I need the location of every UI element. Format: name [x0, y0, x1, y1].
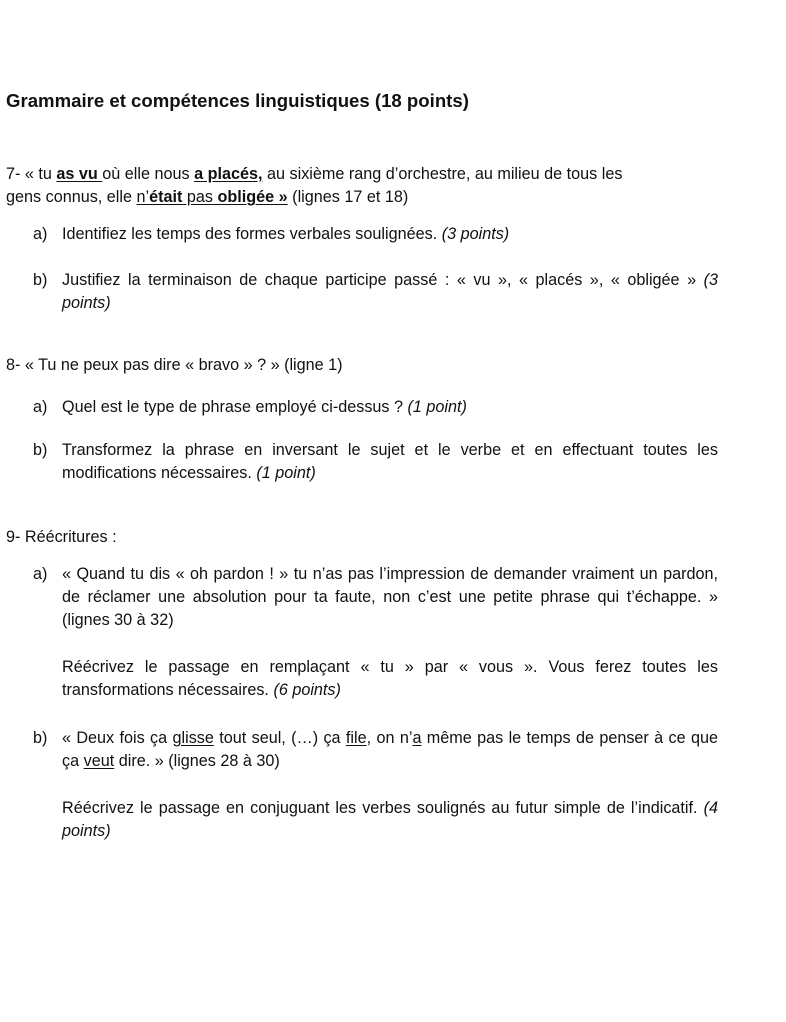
question-8a-text: Quel est le type de phrase employé ci-dessus ? (1 point): [62, 398, 467, 416]
question-7b-text: Justifiez la terminaison de chaque participe passé : « vu », « placés », « obligée » (3 points): [62, 271, 718, 312]
question-9b-quote: « Deux fois ça glisse tout seul, (…) ça file, on n’a même pas le temps de penser à ce que ça veut dire. » (lignes 28 à 30): [62, 729, 718, 770]
question-7a-label: a): [33, 225, 48, 243]
question-9a-instruction: Réécrivez le passage en remplaçant « tu » par « vous ». Vous ferez toutes les transformations nécessaires. (6 points): [62, 658, 718, 699]
question-7-statement-line2: gens connus, elle n’était pas obligée » (lignes 17 et 18): [6, 188, 409, 206]
question-8b-text: Transformez la phrase en inversant le sujet et le verbe et en effectuant toutes les modifications nécessaires. (1 point): [62, 441, 718, 482]
question-9b-label: b): [33, 729, 48, 747]
question-7a-text: Identifiez les temps des formes verbales soulignées. (3 points): [62, 225, 510, 243]
question-9a-quote: « Quand tu dis « oh pardon ! » tu n’as pas l’impression de demander vraiment un pardon, de réclamer une absolution pour ta faute, non c’est une petite phrase qui t’échappe. » (lignes 30 à 32): [62, 565, 718, 629]
question-7-statement: 7- « tu as vu où elle nous a placés, au sixième rang d’orchestre, au milieu de tous les: [6, 165, 623, 183]
section-title: Grammaire et compétences linguistiques (18 points): [6, 90, 469, 111]
question-9b-instruction: Réécrivez le passage en conjuguant les verbes soulignés au futur simple de l’indicatif. (4 points): [62, 799, 718, 840]
question-9-heading: 9- Réécritures :: [6, 528, 117, 546]
question-7b-label: b): [33, 271, 48, 289]
question-8a-label: a): [33, 398, 48, 416]
question-8b-label: b): [33, 441, 48, 459]
question-9a-label: a): [33, 565, 48, 583]
question-8-statement: 8- « Tu ne peux pas dire « bravo » ? » (ligne 1): [6, 356, 343, 374]
